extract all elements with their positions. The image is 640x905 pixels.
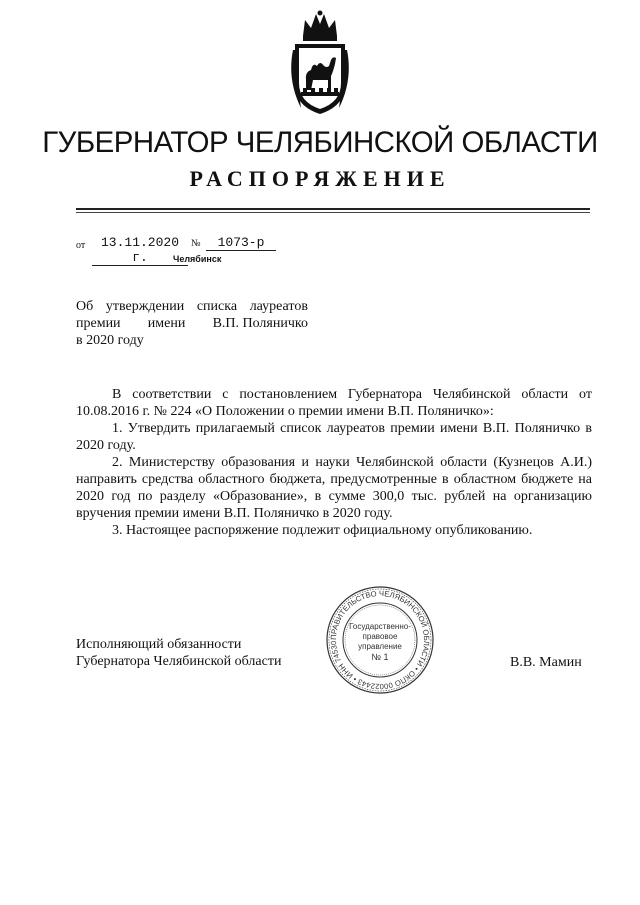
stamp-inner-line-4: № 1 [371,652,389,662]
stamp-inner-line-2: правовое [362,632,398,641]
stamp-inner-line-3: управление [358,642,402,651]
subject-line-1: Об утверждении списка лауреатов [76,299,308,314]
stamp-seal-icon [325,585,435,695]
coat-of-arms [289,10,351,118]
document-number: 1073-р [206,235,276,251]
authority-title: ГУБЕРНАТОР ЧЕЛЯБИНСКОЙ ОБЛАСТИ [42,126,598,159]
issue-city: Челябинск [173,254,222,264]
signatory-name: В.В. Мамин [510,655,582,670]
coat-of-arms-icon [289,10,351,118]
document-date: 13.11.2020 г. [92,235,188,266]
body-paragraph-1: 1. Утвердить прилагаемый список лауреатов премии имени В.П. Поляничко в 2020 году. [76,421,592,453]
number-prefix: № [191,238,201,249]
body-paragraph-preamble: В соответствии с постановлением Губернатора Челябинской области от 10.08.2016 г. № 224 «О Положении о премии имени В.П. Поляничко»: [76,387,592,419]
signatory-position-line-2: Губернатора Челябинской области [76,654,282,669]
date-prefix: от [76,240,86,251]
body-paragraph-2: 2. Министерству образования и науки Челябинской области (Кузнецов А.И.) направить средства областного бюджета, предусмотренные в областном бюджете на 2020 год по разделу «Образование», в сумме 300,0 тыс. рублей на организацию вручения премии имени В.П. Поляничко в 2020 году. [76,455,592,521]
document-subject [76,298,316,349]
header-rule [76,208,590,210]
subject-line-3: в 2020 году [76,333,144,348]
signatory-position-line-1: Исполняющий обязанности [76,637,242,652]
document-body [76,386,592,539]
signatory-position [76,636,281,670]
stamp-inner-line-1: Государственно- [349,622,411,631]
stamp-outer-text: ПРАВИТЕЛЬСТВО ЧЕЛЯБИНСКОЙ ОБЛАСТИ • ОКПО 00022443 • ИНН 74530 [328,588,432,692]
body-paragraph-3: 3. Настоящее распоряжение подлежит официальному опубликованию. [112,523,533,538]
subject-line-2: премии имени В.П. Поляничко [76,316,308,331]
document-type: РАСПОРЯЖЕНИЕ [189,166,451,191]
header-rule-thin [76,212,590,213]
official-stamp [325,585,435,695]
